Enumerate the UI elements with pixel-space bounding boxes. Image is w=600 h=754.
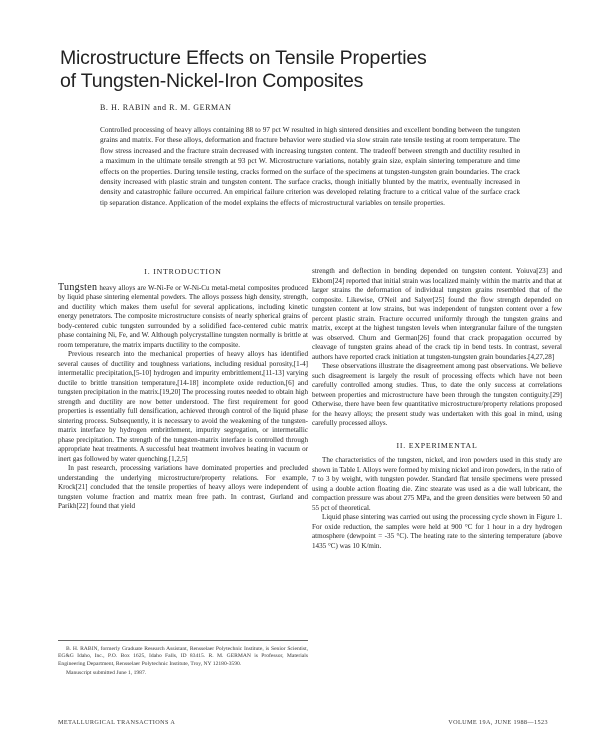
title-line-2: of Tungsten-Nickel-Iron Composites — [60, 70, 364, 92]
experimental-paragraph-2: Liquid phase sintering was carried out using the processing cycle shown in Figure 1. For oxide reduction, the samples were held at 900 °C for 1 hour in a dry hydrogen atmosphere (dewpoint = -35 °C). The heating rate to the sintering temperature (above 1435 °C) was 10 K/min. — [312, 513, 562, 550]
right-paragraph-1: strength and deflection in bending depended on tungsten content. Yoiuva[23] and Ekbom[24] reported that initial strain was localized mainly within the matrix and that at larger strains the deformation of individual tungsten grains resembled that of the composite. Likewise, O'Neil and Salyer[25] found the flow strength depended on tungsten content at low strains, but was independent of tungsten content over a few percent plastic strain. Fracture occurred uniformly through the tungsten grains and matrix, except at the highest tungsten levels when intergranular failure of the tungsten was observed. Churn and German[26] found that crack propagation occurred by cleavage of tungsten grains ahead of the crack tip in bend tests. In contrast, several authors have reported crack initiation at tungsten-tungsten grain boundaries.[4,27,28] — [312, 267, 562, 361]
right-paragraph-2: These observations illustrate the disagreement among past observations. We believe such disagreement is largely the result of processing effects which have not been carefully controlled among studies. Thus, to date the only success at correlations between properties and microstructure have been through the tungsten contiguity.[29] Otherwise, there have been few quantitative microstructure/property relations proposed for the heavy alloys; the present study was undertaken with this goal in mind, using carefully processed alloys. — [312, 362, 562, 427]
intro-paragraph-3: In past research, processing variations have dominated properties and precluded understanding the underlying microstructure/property relations. For example, Krock[21] concluded that the tensile properties of heavy alloys were independent of tungsten volume fraction and matrix mean free path. In contrast, Gurland and Parikh[22] found that yield — [58, 464, 308, 510]
right-column — [312, 267, 562, 551]
left-column — [58, 267, 308, 512]
experimental-heading: II. EXPERIMENTAL — [396, 440, 478, 450]
journal-name: METALLURGICAL TRANSACTIONS A — [58, 719, 176, 726]
intro-paragraph-2: Previous research into the mechanical properties of heavy alloys has identified several causes of ductility and toughness variations, including residual porosity,[1-4] intermetallic precipitation,[5-10] hydrogen and impurity embrittlement,[11-13] varying ductile to brittle transition temperature,[14-18] incomplete oxide reduction,[6] and tungsten precipitation in the matrix.[19,20] The processing routes needed to obtain high strength and ductility are now better understood. The first requirement for good properties is essentially full densification, achieved through control of the liquid phase sintering process. Subsequently, it is necessary to avoid the weakening of the tungsten-matrix interface by hydrogen embrittlement, impurity segregation, or intermetallic phase precipitation. The strength of the tungsten-matrix interface is controlled through appropriate heat treatments. A successful heat treatment involves heating in vacuum or inert gas followed by water quenching.[1,2,5] — [58, 350, 308, 463]
volume-page: VOLUME 19A, JUNE 1988—1523 — [448, 719, 548, 726]
intro-heading: I. INTRODUCTION — [144, 267, 222, 276]
intro-dropcap: Tungsten — [58, 281, 98, 293]
experimental-paragraph-1: The characteristics of the tungsten, nickel, and iron powders used in this study are shown in Table I. Alloys were formed by mixing nickel and iron powders, in the ratio of 7 to 3 by weight, with tungsten powder. Standard flat tensile specimens were pressed using a double action floating die. Zinc stearate was used as a die wall lubricant, the compaction pressure was about 275 MPa, and the green densities were between 50 and 55 pct of theoretical. — [312, 456, 562, 512]
footnote-affiliation: B. H. RABIN, formerly Graduate Research Assistant, Rensselaer Polytechnic Institute, is Senior Scientist, EG&G Idaho, Inc., P.O. Box 1625, Idaho Falls, ID 83415. R. M. GERMAN is Professor, Materials Engineering Department, Rensselaer Polytechnic Institute, Troy, NY 12180-3590. — [58, 646, 308, 667]
title-line-1: Microstructure Effects on Tensile Properties — [60, 47, 427, 69]
author-footnote — [58, 640, 308, 680]
footnote-manuscript: Manuscript submitted June 1, 1987. — [66, 670, 147, 677]
authors: B. H. RABIN and R. M. GERMAN — [100, 103, 232, 112]
intro-paragraph-1 — [58, 283, 308, 351]
intro-paragraph-1-text: heavy alloys are W-Ni-Fe or W-Ni-Cu metal-metal composites produced by liquid phase sintering elemental powders. The alloys possess high density, strength, and ductility which makes them useful for several applications, including kinetic energy penetrators. The composite microstructure consists of nearly spherical grains of body-centered cubic tungsten surrounded by a solidified face-centered cubic matrix phase containing Ni, Fe, and W. Although polycrystalline tungsten normally is brittle at room temperature, the matrix imparts ductility to the composite. — [58, 283, 308, 349]
paper-title — [60, 47, 550, 93]
abstract: Controlled processing of heavy alloys containing 88 to 97 pct W resulted in high sintered densities and excellent bonding between the tungsten grains and matrix. For these alloys, deformation and fracture behavior were studied via slow strain rate tensile testing at room temperature. The flow stress increased and the fracture strain decreased with increasing tungsten content. The tradeoff between strength and ductility resulted in a maximum in the ultimate tensile strength at 93 pct W. Microstructure variations, notably grain size, explain sintering temperature and time effects on the properties. During tensile testing, cracks formed on the surface of the specimens at tungsten-tungsten grain boundaries. The crack density increased with plastic strain and tungsten content. The surface cracks, though initially blunted by the matrix, eventually increased in density and catastrophic failure occurred. An empirical failure criterion was developed relating fracture to a critical value of the surface crack tip separation distance. Application of the model explains the effects of microstructural variables on tensile properties. — [100, 125, 520, 207]
